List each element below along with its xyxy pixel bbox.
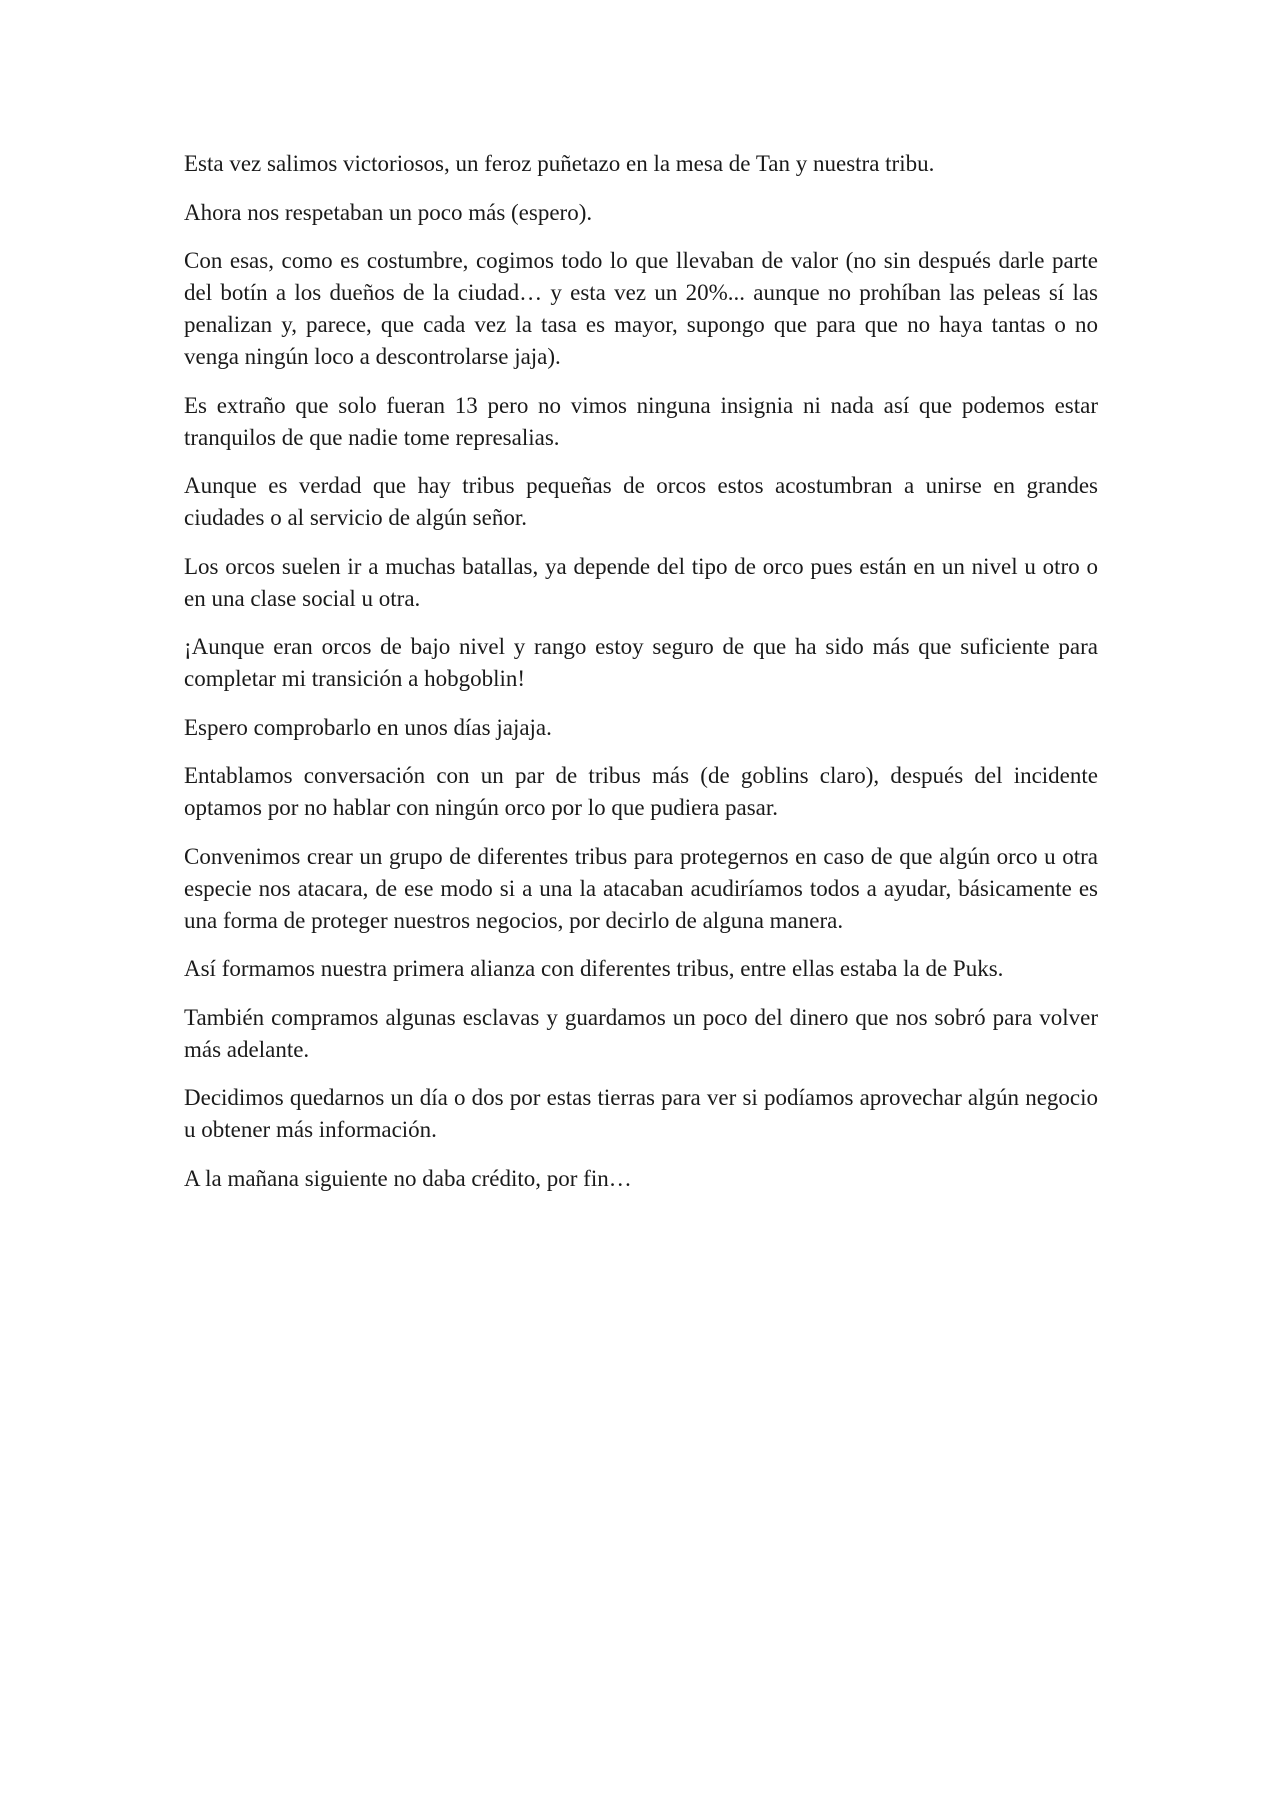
paragraph: Esta vez salimos victoriosos, un feroz puñetazo en la mesa de Tan y nuestra tribu. — [184, 151, 935, 176]
document-body — [184, 148, 1098, 1211]
paragraph: A la mañana siguiente no daba crédito, por fin… — [184, 1165, 632, 1191]
paragraph: Los orcos suelen ir a muchas batallas, ya depende del tipo de orco pues están en un nivel u otro o en una clase social u otra. — [184, 553, 1098, 611]
paragraph: Convenimos crear un grupo de diferentes tribus para protegernos en caso de que algún orco u otra especie nos atacara, de ese modo si a una la atacaban acudiríamos todos a ayudar, básicamente es una forma de proteger nuestros negocios, por decirlo de alguna manera. — [184, 843, 1098, 933]
paragraph: Ahora nos respetaban un poco más (espero). — [184, 199, 593, 225]
paragraph: Aunque es verdad que hay tribus pequeñas de orcos estos acostumbran a unirse en grandes ciudades o al servicio de algún señor. — [184, 473, 1098, 530]
paragraph: Entablamos conversación con un par de tribus más (de goblins claro), después del incidente optamos por no hablar con ningún orco por lo que pudiera pasar. — [184, 763, 1098, 820]
paragraph: Con esas, como es costumbre, cogimos todo lo que llevaban de valor (no sin después darle parte del botín a los dueños de la ciudad… y esta vez un 20%... aunque no prohíban las peleas sí las penalizan y, parece, que cada vez la tasa es mayor, supongo que para que no haya tantas o no venga ningún loco a descontrolarse jaja). — [184, 248, 1098, 369]
paragraph: ¡Aunque eran orcos de bajo nivel y rango estoy seguro de que ha sido más que suficiente para completar mi transición a hobgoblin! — [184, 634, 1098, 691]
paragraph: Así formamos nuestra primera alianza con diferentes tribus, entre ellas estaba la de Puks. — [184, 956, 1004, 981]
paragraph: También compramos algunas esclavas y guardamos un poco del dinero que nos sobró para volver más adelante. — [184, 1004, 1098, 1062]
paragraph: Espero comprobarlo en unos días jajaja. — [184, 714, 552, 740]
paragraph: Decidimos quedarnos un día o dos por estas tierras para ver si podíamos aprovechar algún negocio u obtener más información. — [184, 1085, 1098, 1142]
paragraph: Es extraño que solo fueran 13 pero no vimos ninguna insignia ni nada así que podemos estar tranquilos de que nadie tome represalias. — [184, 392, 1098, 450]
